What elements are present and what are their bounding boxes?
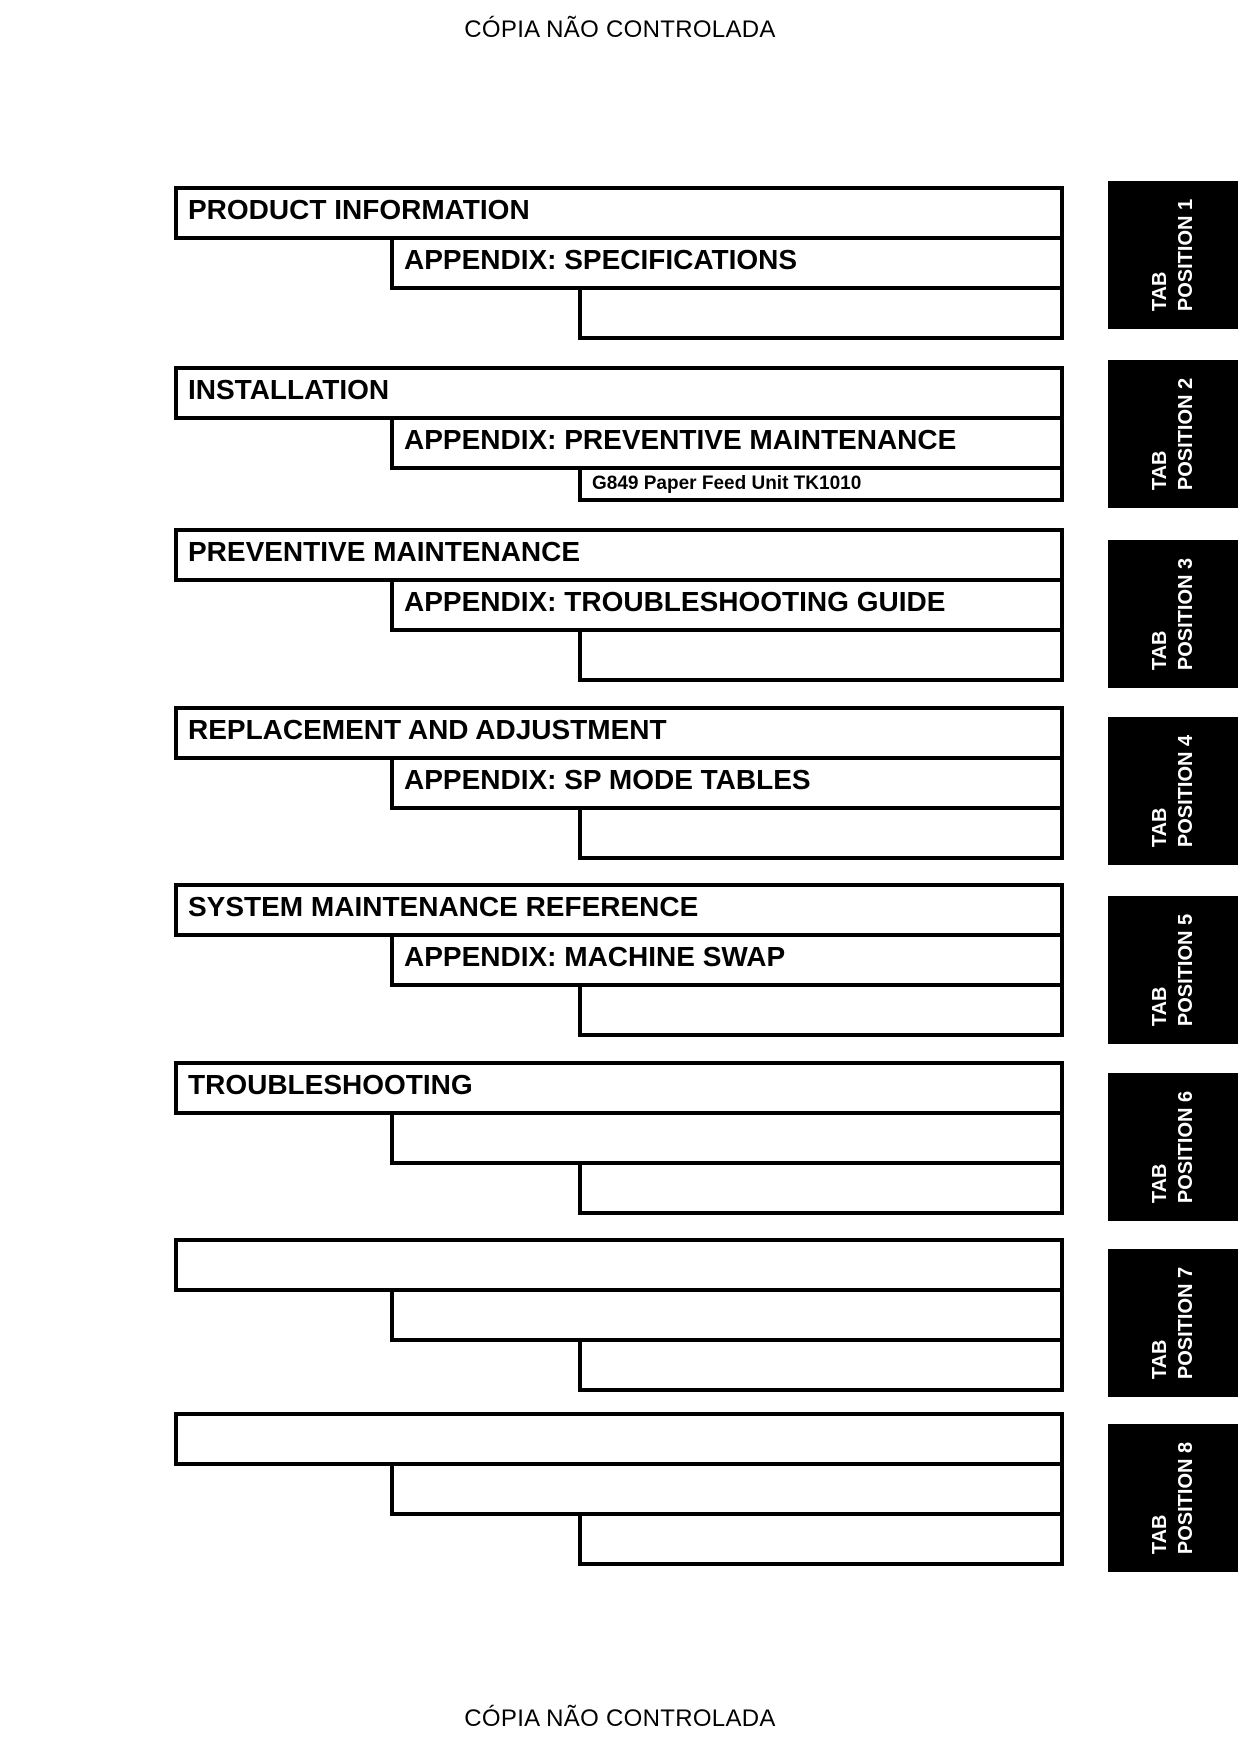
tab-label-line1: TAB <box>1149 986 1171 1027</box>
watermark-top: CÓPIA NÃO CONTROLADA <box>464 16 776 43</box>
sub-box <box>578 806 1064 860</box>
tab-position-2[interactable] <box>1108 360 1238 508</box>
tab-position-3[interactable] <box>1108 540 1238 688</box>
section-blank-8 <box>174 1412 1064 1568</box>
section-title-box <box>174 1412 1064 1466</box>
tab-label-line2: POSITION 2 <box>1175 377 1197 491</box>
tab-label <box>1147 558 1199 670</box>
section-installation <box>174 366 1064 522</box>
section-title: SYSTEM MAINTENANCE REFERENCE <box>188 891 699 922</box>
appendix-title: APPENDIX: PREVENTIVE MAINTENANCE <box>404 424 957 455</box>
section-title-box <box>174 706 1064 760</box>
section-title: PREVENTIVE MAINTENANCE <box>188 536 581 567</box>
section-troubleshooting <box>174 1061 1064 1217</box>
section-title: PRODUCT INFORMATION <box>188 194 530 225</box>
tab-label-line2: POSITION 7 <box>1175 1266 1197 1380</box>
tab-label <box>1147 378 1199 490</box>
appendix-title: APPENDIX: SPECIFICATIONS <box>404 244 798 275</box>
appendix-box <box>390 578 1064 632</box>
tab-position-4[interactable] <box>1108 717 1238 865</box>
tab-label-line1: TAB <box>1149 1339 1171 1380</box>
sub-box <box>578 1161 1064 1215</box>
section-replacement-and-adjustment <box>174 706 1064 862</box>
tab-position-6[interactable] <box>1108 1073 1238 1221</box>
section-preventive-maintenance <box>174 528 1064 684</box>
tab-label-line2: POSITION 1 <box>1175 198 1197 312</box>
section-title-box <box>174 1061 1064 1115</box>
section-title: REPLACEMENT AND ADJUSTMENT <box>188 714 667 745</box>
appendix-box <box>390 756 1064 810</box>
tab-label <box>1147 1091 1199 1203</box>
tab-label-line2: POSITION 6 <box>1175 1090 1197 1204</box>
tab-position-5[interactable] <box>1108 896 1238 1044</box>
tab-label-line1: TAB <box>1149 630 1171 671</box>
section-system-maintenance-reference <box>174 883 1064 1039</box>
watermark-bottom: CÓPIA NÃO CONTROLADA <box>464 1705 776 1732</box>
sub-box <box>578 466 1064 502</box>
appendix-title: APPENDIX: TROUBLESHOOTING GUIDE <box>404 586 946 617</box>
section-title-box <box>174 186 1064 240</box>
tab-label <box>1147 199 1199 311</box>
tab-label-line1: TAB <box>1149 271 1171 312</box>
appendix-box <box>390 1111 1064 1165</box>
tab-label-line2: POSITION 4 <box>1175 734 1197 848</box>
sub-title: G849 Paper Feed Unit TK1010 <box>592 473 862 494</box>
tab-label <box>1147 914 1199 1026</box>
tab-label <box>1147 735 1199 847</box>
tab-label-line2: POSITION 5 <box>1175 913 1197 1027</box>
appendix-box <box>390 1288 1064 1342</box>
tab-label-line2: POSITION 3 <box>1175 557 1197 671</box>
section-title-box <box>174 883 1064 937</box>
appendix-box <box>390 933 1064 987</box>
sub-box <box>578 983 1064 1037</box>
tab-label <box>1147 1442 1199 1554</box>
tab-label-line2: POSITION 8 <box>1175 1441 1197 1555</box>
section-title-box <box>174 528 1064 582</box>
tab-position-7[interactable] <box>1108 1249 1238 1397</box>
tab-label <box>1147 1267 1199 1379</box>
sub-box <box>578 286 1064 340</box>
sub-box <box>578 1512 1064 1566</box>
sub-box <box>578 1338 1064 1392</box>
section-title-box <box>174 1238 1064 1292</box>
appendix-title: APPENDIX: SP MODE TABLES <box>404 764 811 795</box>
tab-label-line1: TAB <box>1149 1163 1171 1204</box>
tab-label-line1: TAB <box>1149 807 1171 848</box>
section-title: TROUBLESHOOTING <box>188 1069 473 1100</box>
section-product-information <box>174 186 1064 342</box>
section-title-box <box>174 366 1064 420</box>
tab-label-line1: TAB <box>1149 1514 1171 1555</box>
appendix-box <box>390 416 1064 470</box>
section-title: INSTALLATION <box>188 374 390 405</box>
section-blank-7 <box>174 1238 1064 1394</box>
tab-position-1[interactable] <box>1108 181 1238 329</box>
appendix-box <box>390 236 1064 290</box>
sub-box <box>578 628 1064 682</box>
tab-label-line1: TAB <box>1149 450 1171 491</box>
appendix-title: APPENDIX: MACHINE SWAP <box>404 941 786 972</box>
tab-position-8[interactable] <box>1108 1424 1238 1572</box>
appendix-box <box>390 1462 1064 1516</box>
